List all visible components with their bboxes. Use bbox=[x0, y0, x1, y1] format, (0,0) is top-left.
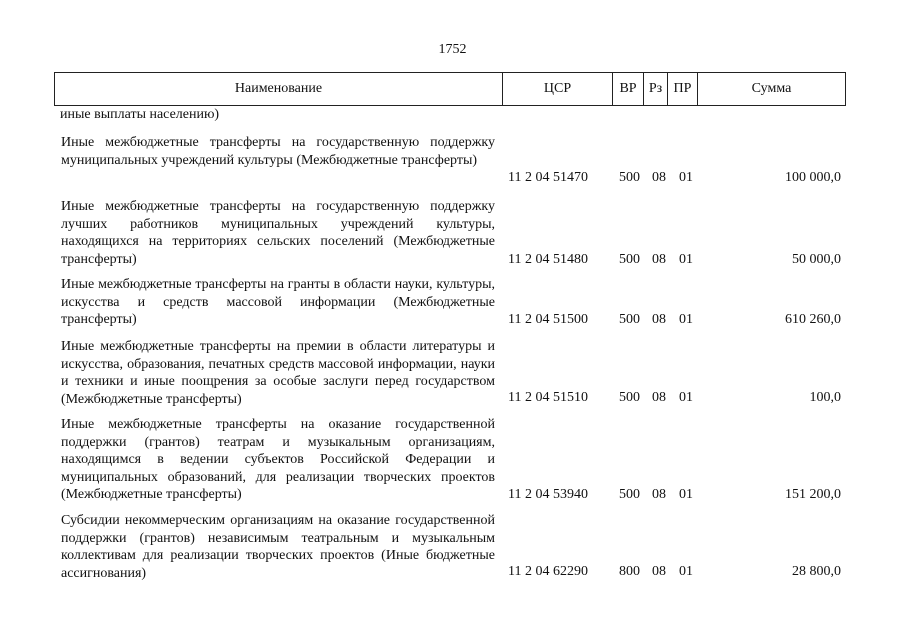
row-name: Иные межбюджетные трансферты на оказание государственной поддержки (грантов) театрам и музыкальным организациям, находящимся в ведении субъектов Российской Федерации и муниципальных образований, для реализации творческих проектов (Межбюджетные трансферты) bbox=[61, 417, 495, 502]
row-vr: 500 bbox=[619, 252, 640, 267]
table-header bbox=[54, 72, 846, 106]
row-csr: 11 2 04 51480 bbox=[508, 252, 588, 267]
header-csr: ЦСР bbox=[502, 73, 612, 105]
row-pr: 01 bbox=[679, 252, 693, 267]
row-name: Иные межбюджетные трансферты на государственную поддержку муниципальных учреждений культуры (Межбюджетные трансферты) bbox=[61, 135, 495, 168]
row-rz: 08 bbox=[652, 312, 666, 327]
header-vr: ВР bbox=[612, 73, 643, 105]
row-rz: 08 bbox=[652, 564, 666, 579]
row-csr: 11 2 04 51510 bbox=[508, 390, 588, 405]
row-rz: 08 bbox=[652, 170, 666, 185]
row-vr: 500 bbox=[619, 170, 640, 185]
row-vr: 500 bbox=[619, 390, 640, 405]
row-csr: 11 2 04 62290 bbox=[508, 564, 588, 579]
row-sum: 100 000,0 bbox=[785, 170, 841, 185]
row-name: Иные межбюджетные трансферты на гранты в области науки, культуры, искусства и средств массовой информации (Межбюджетные трансферты) bbox=[61, 277, 495, 327]
row-pr: 01 bbox=[679, 312, 693, 327]
row-vr: 500 bbox=[619, 312, 640, 327]
page-number: 1752 bbox=[438, 42, 467, 57]
row-vr: 500 bbox=[619, 487, 640, 502]
row-csr: 11 2 04 51470 bbox=[508, 170, 588, 185]
header-rz: Рз bbox=[643, 73, 667, 105]
row-rz: 08 bbox=[652, 252, 666, 267]
row-name: Иные межбюджетные трансферты на государственную поддержку лучших работников муниципальных учреждений культуры, находящихся на территориях сельских поселений (Межбюджетные трансферты) bbox=[61, 199, 495, 267]
row-pr: 01 bbox=[679, 564, 693, 579]
row-csr: 11 2 04 51500 bbox=[508, 312, 588, 327]
row-pr: 01 bbox=[679, 390, 693, 405]
row-vr: 800 bbox=[619, 564, 640, 579]
row-pr: 01 bbox=[679, 170, 693, 185]
row-csr: 11 2 04 53940 bbox=[508, 487, 588, 502]
row-rz: 08 bbox=[652, 487, 666, 502]
row-sum: 100,0 bbox=[809, 390, 841, 405]
row-sum: 28 800,0 bbox=[792, 564, 841, 579]
row-sum: 151 200,0 bbox=[785, 487, 841, 502]
row-sum: 50 000,0 bbox=[792, 252, 841, 267]
row-sum: 610 260,0 bbox=[785, 312, 841, 327]
row-name: Субсидии некоммерческим организациям на оказание государственной поддержки (грантов) независимым театральным и музыкальным коллективам для реализации творческих проектов (Иные бюджетные ассигнования) bbox=[61, 513, 495, 581]
header-sum: Сумма bbox=[697, 73, 845, 105]
row-name: Иные межбюджетные трансферты на премии в области литературы и искусства, образования, печатных средств массовой информации, науки и техники и иные поощрения за особые заслуги перед государством (Межбюджетные трансферты) bbox=[61, 339, 495, 407]
header-name: Наименование bbox=[234, 81, 323, 97]
row-rz: 08 bbox=[652, 390, 666, 405]
continuation-text: иные выплаты населению) bbox=[60, 107, 220, 122]
header-pr: ПР bbox=[667, 73, 697, 105]
row-pr: 01 bbox=[679, 487, 693, 502]
